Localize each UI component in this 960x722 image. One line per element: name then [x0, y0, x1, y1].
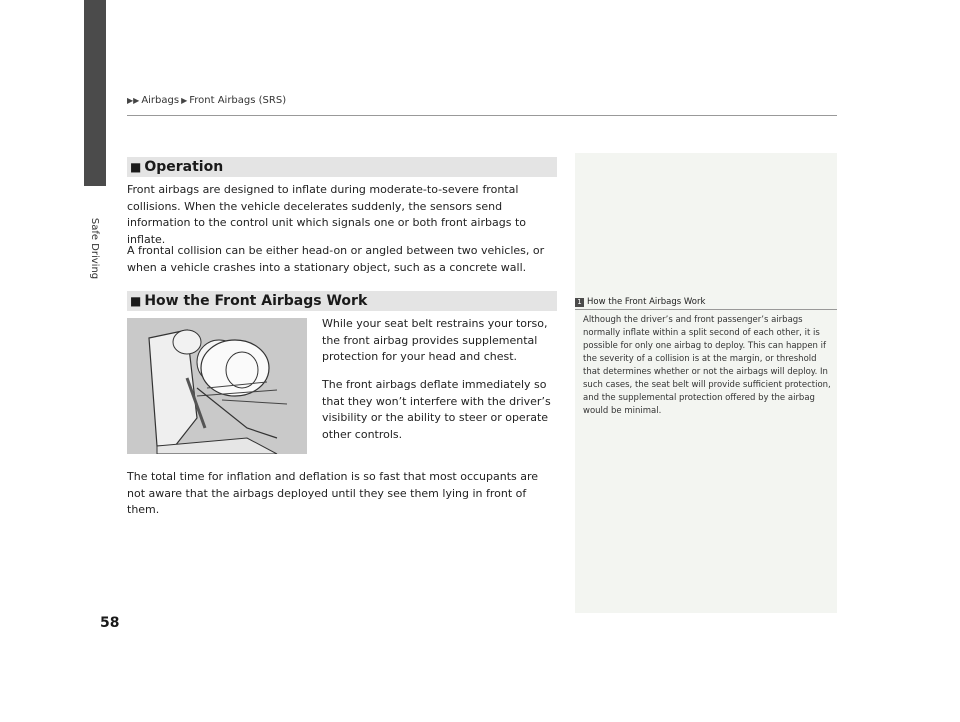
- section-heading-operation: ■ Operation: [127, 157, 557, 177]
- breadcrumb: [127, 95, 286, 106]
- header-rule: [127, 115, 837, 116]
- operation-paragraph: Front airbags are designed to inflate during moderate-to-severe frontal collisions. When the vehicle decelerates suddenly, the sensors send information to the control unit which signals one or both front airbags to inflate.: [127, 183, 526, 246]
- breadcrumb-arrow-icon: ▶▶: [127, 96, 140, 105]
- page-number: 58: [100, 615, 120, 631]
- section-heading-how-airbags-work: ■ How the Front Airbags Work: [127, 291, 557, 311]
- heading-square-icon: ■: [130, 160, 142, 174]
- breadcrumb-item[interactable]: Front Airbags (SRS): [189, 95, 287, 106]
- note-text: Although the driver’s and front passenger’s airbags normally inflate within a split second of each other, it is possible for only one airbag to deploy. This can happen if the severity of a collision is at the margin, or threshold that determines whether or not the airbags will deploy. In such cases, the seat belt will provide sufficient protection, and the supplemental protection offered by the airbag would be minimal.: [583, 315, 831, 416]
- note-reference-icon: 1: [575, 298, 584, 307]
- how-work-paragraph: While your seat belt restrains your torso, the front airbag provides supplemental protection for your head and chest.: [322, 317, 548, 363]
- how-work-paragraph: The total time for inflation and deflation is so fast that most occupants are not aware that the airbags deployed until they see them lying in front of them.: [127, 470, 539, 516]
- section-tab-marker: [84, 0, 106, 186]
- section-side-label: Safe Driving: [89, 217, 101, 279]
- note-rule: [575, 309, 837, 310]
- note-title: 1 How the Front Airbags Work: [575, 297, 705, 307]
- operation-paragraph: A frontal collision can be either head-on or angled between two vehicles, or when a vehicle crashes into a stationary object, such as a concrete wall.: [127, 244, 545, 274]
- breadcrumb-item[interactable]: Airbags: [141, 95, 180, 106]
- how-work-paragraph: The front airbags deflate immediately so that they won’t interfere with the driver’s visibility or the ability to steer or operate other controls.: [322, 378, 551, 441]
- heading-square-icon: ■: [130, 294, 142, 308]
- airbag-illustration: [127, 318, 307, 454]
- breadcrumb-arrow-icon: ▶: [181, 96, 188, 105]
